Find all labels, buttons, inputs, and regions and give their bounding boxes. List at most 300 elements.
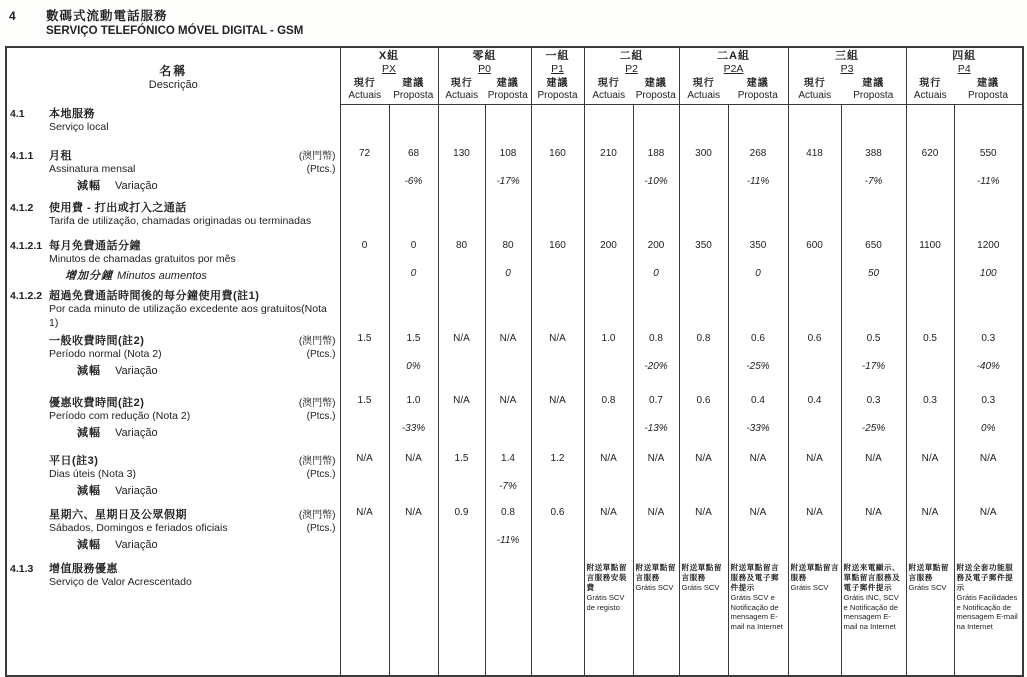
variation-value: -7%	[499, 481, 517, 492]
label-pt: Sábados, Domingos e feriados oficiais	[49, 522, 228, 534]
subcol-label-pt: Actuais	[592, 90, 626, 101]
group-code: PX	[381, 63, 396, 75]
subcol-label-zh: 建議	[977, 78, 1000, 89]
subcol-header-PX-current	[340, 77, 389, 105]
subcol-label-pt: Proposta	[487, 90, 528, 101]
description-line-1	[7, 506, 338, 522]
value-cell	[679, 145, 728, 199]
empty-cell	[389, 199, 438, 237]
group-code: P1	[551, 63, 564, 75]
current-or-proposed-value: 0.6	[696, 395, 711, 406]
subcol-header-P0-current	[438, 77, 485, 105]
subcol-header-P2A-current	[679, 77, 728, 105]
current-or-proposed-value: 0	[410, 240, 417, 251]
variation-value: -6%	[404, 176, 423, 187]
group-header-row	[6, 47, 1023, 77]
current-or-proposed-value: 1.0	[406, 395, 421, 406]
subcol-header-PX-proposed	[389, 77, 438, 105]
value-cell	[906, 330, 954, 392]
empty-cell	[841, 287, 906, 330]
note-text-zh: 附送單點留言服務	[635, 563, 676, 582]
empty-cell	[438, 287, 485, 330]
note-text-pt: Grátis SCV	[681, 583, 720, 592]
current-or-proposed-value: N/A	[549, 395, 566, 406]
row-id: 4.1.2	[10, 202, 34, 214]
sub-label-pt: Minutos aumentos	[117, 269, 207, 282]
value-cell	[485, 504, 531, 560]
current-or-proposed-value: 80	[455, 240, 468, 251]
subcol-label-zh: 現行	[597, 78, 620, 89]
empty-cell	[438, 105, 485, 146]
table-body	[6, 105, 1023, 677]
variation-value: -11%	[746, 176, 770, 187]
note-cell	[906, 560, 954, 676]
current-or-proposed-value: 188	[647, 148, 665, 159]
variation-value: -40%	[976, 361, 1000, 372]
current-or-proposed-value: N/A	[453, 395, 470, 406]
subcol-label-zh: 現行	[803, 78, 826, 89]
empty-cell	[788, 199, 841, 237]
empty-cell	[954, 287, 1023, 330]
value-cell	[841, 504, 906, 560]
current-or-proposed-value: N/A	[549, 333, 566, 344]
subcol-label-pt: Proposta	[968, 90, 1009, 101]
note-text-zh: 附送單點留言服務	[681, 563, 722, 582]
group-header-P1	[531, 47, 584, 77]
subcol-header-P2-proposed	[633, 77, 679, 105]
empty-cell	[485, 287, 531, 330]
current-or-proposed-value: 1.0	[601, 333, 616, 344]
variation-value: -10%	[644, 176, 668, 187]
label-zh: 平日(註3)	[49, 455, 99, 467]
description-header-pt: Descrição	[148, 78, 198, 91]
subcol-header-P3-current	[788, 77, 841, 105]
current-or-proposed-value: 160	[549, 148, 566, 159]
empty-cell	[389, 287, 438, 330]
group-code: P2A	[723, 63, 744, 75]
empty-cell	[906, 199, 954, 237]
variation-value: -20%	[644, 361, 668, 372]
description-line-1	[7, 452, 338, 468]
group-name-zh: X組	[378, 50, 400, 62]
note-cell	[389, 560, 438, 676]
empty-cell	[728, 287, 788, 330]
current-or-proposed-value: N/A	[356, 453, 373, 464]
current-or-proposed-value: 0.3	[981, 333, 996, 344]
table-row-sub8	[6, 504, 1023, 560]
value-cell	[633, 145, 679, 199]
subcol-header-P4-current	[906, 77, 954, 105]
current-or-proposed-value: 1100	[919, 240, 941, 251]
value-cell	[728, 145, 788, 199]
value-cell	[531, 237, 584, 287]
unit-label-pt: (Ptcs.)	[306, 523, 336, 534]
note-text-zh: 附送來電顯示、單點留言服務及電子郵件提示	[843, 563, 901, 592]
row-id: 4.1	[10, 107, 25, 120]
current-or-proposed-value: N/A	[600, 507, 617, 518]
sub-label-zh: 減幅	[77, 484, 101, 497]
current-or-proposed-value: 650	[865, 240, 882, 251]
subcol-label-pt: Actuais	[348, 90, 382, 101]
unit-label-zh: (澳門幣)	[298, 456, 336, 467]
variation-value: 0%	[406, 361, 421, 372]
note-cell	[485, 560, 531, 676]
current-or-proposed-value: 620	[921, 148, 939, 159]
description-line-1	[7, 147, 338, 163]
variation-value: -25%	[746, 361, 770, 372]
value-cell	[584, 330, 633, 392]
row-id: 4.1.3	[10, 563, 34, 575]
empty-cell	[633, 105, 679, 146]
value-cell	[906, 237, 954, 287]
subcol-label-pt: Proposta	[635, 90, 676, 101]
empty-cell	[485, 199, 531, 237]
label-pt: Assinatura mensal	[49, 163, 136, 175]
value-cell	[728, 330, 788, 392]
value-cell	[340, 504, 389, 560]
current-or-proposed-value: N/A	[499, 333, 517, 344]
note-text-zh: 附送全套功能服務及電子郵件提示	[956, 563, 1014, 592]
current-or-proposed-value: 0.8	[696, 333, 711, 344]
label-zh: 每月免費通話分鐘	[49, 240, 141, 252]
unit-label-pt: (Ptcs.)	[306, 469, 336, 480]
description-subline	[7, 424, 338, 440]
table-row-4.1	[6, 105, 1023, 146]
current-or-proposed-value: 0.3	[981, 395, 996, 406]
value-cell	[788, 237, 841, 287]
empty-cell	[841, 199, 906, 237]
empty-cell	[438, 199, 485, 237]
document-title-zh: 數碼式流動電話服務	[46, 9, 168, 23]
description-cell	[6, 287, 340, 330]
description-cell	[6, 450, 340, 504]
current-or-proposed-value: 160	[549, 240, 566, 251]
current-or-proposed-value: 1200	[977, 240, 1000, 251]
table-row-4.1.3	[6, 560, 1023, 676]
description-cell	[6, 560, 340, 676]
note-text-pt: Grátis Facilidades e Notificação de mensagem E-mail na Internet	[956, 593, 1018, 631]
subcol-label-pt: Proposta	[537, 90, 578, 101]
variation-value: 0	[410, 268, 417, 279]
description-line-2	[7, 253, 338, 267]
sub-label-zh: 減幅	[77, 179, 101, 192]
table-row-sub5	[6, 330, 1023, 392]
current-or-proposed-value: N/A	[695, 453, 712, 464]
current-or-proposed-value: 0.8	[501, 507, 515, 518]
current-or-proposed-value: 1.5	[357, 333, 372, 344]
value-cell	[485, 145, 531, 199]
value-cell	[728, 450, 788, 504]
empty-cell	[788, 105, 841, 146]
value-cell	[340, 145, 389, 199]
subcol-label-pt: Proposta	[737, 90, 778, 101]
value-cell	[788, 330, 841, 392]
description-line-1	[7, 289, 338, 303]
unit-label-pt: (Ptcs.)	[306, 349, 336, 360]
group-name-zh: 二A組	[717, 50, 750, 62]
current-or-proposed-value: 0.7	[649, 395, 663, 406]
current-or-proposed-value: N/A	[600, 453, 617, 464]
value-cell	[438, 145, 485, 199]
note-text-zh: 附送單點留言服務	[790, 563, 840, 582]
current-or-proposed-value: 200	[647, 240, 665, 251]
description-subline	[7, 362, 338, 378]
sub-label-pt: Variação	[115, 426, 158, 439]
sub-label	[49, 536, 338, 552]
current-or-proposed-value: N/A	[979, 453, 997, 464]
label-pt: Minutos de chamadas gratuitos por mês	[49, 253, 236, 265]
value-cell	[728, 237, 788, 287]
label-zh: 月租	[49, 150, 72, 162]
current-or-proposed-value: 1.2	[550, 453, 565, 464]
row-id: 4.1.2.1	[10, 240, 43, 252]
current-or-proposed-value: 210	[600, 148, 617, 159]
value-cell	[633, 392, 679, 450]
current-or-proposed-value: 0.5	[923, 333, 937, 344]
current-or-proposed-value: N/A	[647, 507, 665, 518]
current-or-proposed-value: 418	[806, 148, 823, 159]
value-cell	[485, 330, 531, 392]
label-zh: 優惠收費時間(註2)	[49, 397, 145, 409]
empty-cell	[728, 105, 788, 146]
subcol-header-P4-proposed	[954, 77, 1023, 105]
variation-value: -33%	[746, 423, 770, 434]
label-zh: 本地服務	[49, 107, 95, 120]
current-or-proposed-value: 0.6	[751, 333, 765, 344]
subcol-label-zh: 建議	[402, 78, 425, 89]
current-or-proposed-value: N/A	[453, 333, 470, 344]
group-header-P2	[584, 47, 679, 77]
current-or-proposed-value: 0.6	[550, 507, 565, 518]
current-or-proposed-value: 0.3	[866, 395, 881, 406]
value-cell	[340, 392, 389, 450]
sub-label	[49, 177, 338, 193]
value-cell	[679, 450, 728, 504]
current-or-proposed-value: 68	[407, 148, 420, 159]
subcol-label-zh: 建議	[496, 78, 519, 89]
empty-cell	[679, 287, 728, 330]
sub-label-pt: Variação	[115, 538, 158, 551]
description-subline	[7, 267, 338, 283]
description-line-2	[7, 522, 338, 536]
variation-value: -17%	[861, 361, 886, 372]
value-cell	[584, 145, 633, 199]
label-pt: Dias úteis (Nota 3)	[49, 468, 136, 480]
value-cell	[841, 145, 906, 199]
value-cell	[728, 504, 788, 560]
subcol-label-zh: 建議	[746, 78, 769, 89]
empty-cell	[679, 105, 728, 146]
description-cell	[6, 330, 340, 392]
group-code: P4	[957, 63, 971, 75]
value-cell	[584, 450, 633, 504]
description-header-zh: 名稱	[159, 63, 188, 78]
unit-label-pt: (Ptcs.)	[306, 164, 336, 175]
label-pt: Serviço de Valor Acrescentado	[49, 576, 192, 588]
empty-cell	[728, 199, 788, 237]
variation-value: 0	[505, 268, 511, 279]
description-line-2	[7, 576, 338, 590]
current-or-proposed-value: N/A	[865, 453, 882, 464]
document-header	[0, 0, 1027, 39]
value-cell	[389, 330, 438, 392]
sub-label-pt: Variação	[115, 364, 158, 377]
sub-label	[49, 424, 338, 440]
current-or-proposed-value: N/A	[806, 507, 823, 518]
value-cell	[531, 392, 584, 450]
current-or-proposed-value: N/A	[865, 507, 882, 518]
empty-cell	[485, 105, 531, 146]
current-or-proposed-value: N/A	[749, 453, 767, 464]
current-or-proposed-value: 0.5	[866, 333, 881, 344]
note-cell	[633, 560, 679, 676]
value-cell	[531, 330, 584, 392]
variation-value: -25%	[861, 423, 886, 434]
variation-value: 0	[653, 268, 659, 279]
subcol-label-pt: Actuais	[798, 90, 832, 101]
note-cell	[679, 560, 728, 676]
subcol-label-pt: Proposta	[393, 90, 434, 101]
value-cell	[841, 450, 906, 504]
subcol-label-zh: 現行	[450, 78, 473, 89]
value-cell	[633, 450, 679, 504]
description-header-cell	[6, 47, 340, 105]
empty-cell	[584, 287, 633, 330]
current-or-proposed-value: 130	[453, 148, 470, 159]
value-cell	[679, 237, 728, 287]
empty-cell	[531, 287, 584, 330]
value-cell	[531, 504, 584, 560]
group-name-zh: 二組	[619, 50, 644, 62]
note-text-pt: Grátis SCV	[790, 583, 829, 592]
label-pt: Por cada minuto de utilização excedente aos gratuitos(Nota 1)	[49, 303, 327, 329]
value-cell	[485, 392, 531, 450]
group-code: P2	[625, 63, 638, 75]
label-zh: 使用費 - 打出或打入之通話	[49, 202, 187, 214]
variation-value: -33%	[401, 423, 426, 434]
value-cell	[841, 330, 906, 392]
unit-label-zh: (澳門幣)	[298, 336, 336, 347]
unit-label-zh: (澳門幣)	[298, 510, 336, 521]
description-line-2	[7, 410, 338, 424]
note-cell	[340, 560, 389, 676]
sub-label-zh: 減幅	[77, 364, 101, 377]
sub-label	[49, 267, 338, 283]
empty-cell	[340, 199, 389, 237]
group-header-PX	[340, 47, 438, 77]
description-line-1	[7, 394, 338, 410]
value-cell	[340, 237, 389, 287]
value-cell	[841, 392, 906, 450]
subcol-label-pt: Actuais	[913, 90, 947, 101]
value-cell	[906, 504, 954, 560]
current-or-proposed-value: N/A	[499, 395, 517, 406]
value-cell	[438, 504, 485, 560]
subcol-label-zh: 現行	[353, 78, 376, 89]
note-text-pt: Grátis INC, SCV e Notificação de mensagem E-mail na Internet	[843, 593, 899, 631]
document-title	[46, 9, 303, 39]
group-header-P4	[906, 47, 1023, 77]
note-cell	[438, 560, 485, 676]
description-cell	[6, 199, 340, 237]
empty-cell	[954, 199, 1023, 237]
description-cell	[6, 392, 340, 450]
current-or-proposed-value: 1.5	[357, 395, 372, 406]
value-cell	[438, 450, 485, 504]
empty-cell	[633, 287, 679, 330]
value-cell	[633, 237, 679, 287]
description-line-2	[7, 303, 338, 330]
current-or-proposed-value: N/A	[806, 453, 823, 464]
value-cell	[389, 237, 438, 287]
label-pt: Tarifa de utilização, chamadas originadas ou terminadas	[49, 215, 312, 227]
current-or-proposed-value: 80	[502, 240, 514, 251]
value-cell	[340, 330, 389, 392]
value-cell	[584, 392, 633, 450]
value-cell	[389, 145, 438, 199]
sub-label-pt: Variação	[115, 179, 158, 192]
unit-label-zh: (澳門幣)	[298, 398, 336, 409]
note-cell	[841, 560, 906, 676]
sub-label-zh: 減幅	[77, 426, 101, 439]
subcol-label-zh: 現行	[692, 78, 715, 89]
label-pt: Período normal (Nota 2)	[49, 348, 162, 360]
description-line-2	[7, 348, 338, 362]
description-subline	[7, 177, 338, 193]
group-name-zh: 四組	[952, 50, 977, 62]
value-cell	[906, 392, 954, 450]
label-zh: 增值服務優惠	[49, 563, 118, 575]
group-code: P0	[478, 63, 491, 75]
value-cell	[906, 450, 954, 504]
subcol-label-zh: 建議	[862, 78, 885, 89]
note-text-zh: 附送單點留言服務	[908, 563, 949, 582]
value-cell	[485, 237, 531, 287]
note-text-pt: Grátis SCV de registo	[586, 593, 625, 612]
table-row-sub6	[6, 392, 1023, 450]
group-header-P3	[788, 47, 906, 77]
empty-cell	[584, 199, 633, 237]
description-line-1	[7, 332, 338, 348]
current-or-proposed-value: 0.8	[601, 395, 616, 406]
group-header-P0	[438, 47, 531, 77]
current-or-proposed-value: 1.4	[501, 453, 515, 464]
current-or-proposed-value: 0.9	[454, 507, 469, 518]
current-or-proposed-value: 0.3	[923, 395, 937, 406]
description-subline	[7, 536, 338, 552]
note-text-pt: Grátis SCV	[635, 583, 674, 592]
table-row-4.1.2.2	[6, 287, 1023, 330]
label-zh: 超過免費通話時間後的每分鐘使用費(註1)	[49, 290, 260, 302]
current-or-proposed-value: N/A	[647, 453, 665, 464]
note-text-pt: Grátis SCV	[908, 583, 947, 592]
subcol-header-P2A-proposed	[728, 77, 788, 105]
empty-cell	[906, 287, 954, 330]
empty-cell	[633, 199, 679, 237]
value-cell	[954, 450, 1023, 504]
document-title-pt: SERVIÇO TELEFÓNICO MÓVEL DIGITAL - GSM	[46, 25, 304, 37]
value-cell	[679, 504, 728, 560]
current-or-proposed-value: 300	[695, 148, 712, 159]
value-cell	[633, 504, 679, 560]
current-or-proposed-value: N/A	[356, 507, 373, 518]
variation-value: 0%	[981, 423, 996, 434]
label-zh: 星期六、星期日及公眾假期	[49, 509, 187, 521]
current-or-proposed-value: N/A	[921, 453, 939, 464]
variation-value: 100	[979, 268, 997, 279]
description-line-2	[7, 121, 338, 135]
sub-label	[49, 362, 338, 378]
